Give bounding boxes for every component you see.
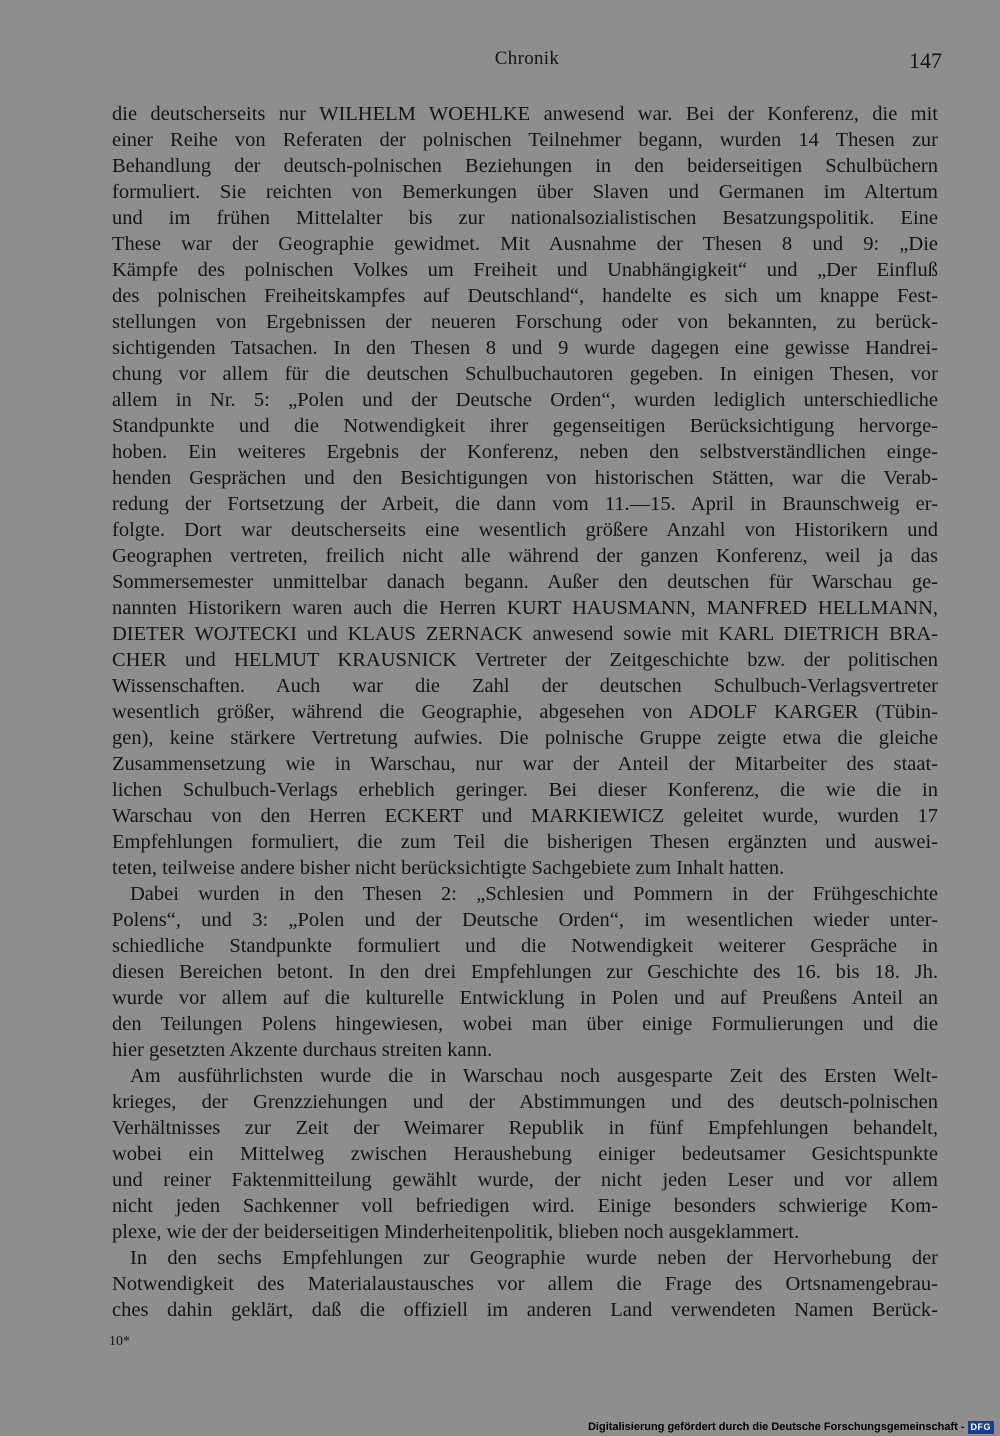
text-line: Dabei wurden in den Thesen 2: „Schlesien und Pommern in der Frühgeschichte bbox=[130, 883, 938, 905]
text-line: Verhältnisses zur Zeit der Weimarer Republik in fünf Empfehlungen behandelt, bbox=[112, 1117, 938, 1139]
text-line: die deutscherseits nur WILHELM WOEHLKE anwesend war. Bei der Konferenz, die mit bbox=[112, 103, 938, 125]
text-line: Wissenschaften. Auch war die Zahl der deutschen Schulbuch-Verlagsvertreter bbox=[112, 675, 938, 697]
text-line: Notwendigkeit des Materialaustausches vor allem die Frage des Ortsnamengebrau- bbox=[112, 1273, 938, 1295]
text-line: diesen Bereichen betont. In den drei Empfehlungen zur Geschichte des 16. bis 18. Jh. bbox=[112, 961, 938, 983]
text-line: redung der Fortsetzung der Arbeit, die dann vom 11.—15. April in Braunschweig er- bbox=[112, 493, 938, 515]
text-line: schiedliche Standpunkte formuliert und die Notwendigkeit weiterer Gespräche in bbox=[112, 935, 938, 957]
text-line: hier gesetzten Akzente durchaus streiten kann. bbox=[112, 1039, 493, 1061]
text-line: In den sechs Empfehlungen zur Geographie wurde neben der Hervorhebung der bbox=[130, 1247, 938, 1269]
text-line: ches dahin geklärt, daß die offiziell im anderen Land verwendeten Namen Berück- bbox=[112, 1299, 938, 1321]
text-line: wobei ein Mittelweg zwischen Heraushebung einiger bedeutsamer Gesichtspunkte bbox=[112, 1143, 938, 1165]
text-line: wesentlich größer, während die Geographie, abgesehen von ADOLF KARGER (Tübin- bbox=[112, 701, 938, 723]
digitization-credit bbox=[588, 1420, 994, 1434]
text-line: CHER und HELMUT KRAUSNICK Vertreter der Zeitgeschichte bzw. der politischen bbox=[112, 649, 938, 671]
text-line: wurde vor allem auf die kulturelle Entwicklung in Polen und auf Preußens Anteil an bbox=[112, 987, 938, 1009]
text-line: und im frühen Mittelalter bis zur nationalsozialistischen Besatzungspolitik. Eine bbox=[112, 207, 938, 229]
text-line: Geographen vertreten, freilich nicht alle während der ganzen Konferenz, weil ja das bbox=[112, 545, 938, 567]
text-line: gen), keine stärkere Vertretung aufwies. Die polnische Gruppe zeigte etwa die gleiche bbox=[112, 727, 938, 749]
text-line: und reiner Faktenmitteilung gewählt wurde, der nicht jeden Leser und vor allem bbox=[112, 1169, 938, 1191]
text-line: einer Reihe von Referaten der polnischen Teilnehmer begann, wurden 14 Thesen zur bbox=[112, 129, 938, 151]
body-text bbox=[112, 101, 938, 1323]
text-line: formuliert. Sie reichten von Bemerkungen über Slaven und Germanen im Altertum bbox=[112, 181, 938, 203]
page-header bbox=[112, 46, 942, 76]
text-line: nicht jeden Sachkenner voll befriedigen wird. Einige besonders schwierige Kom- bbox=[112, 1195, 938, 1217]
running-head: Chronik bbox=[494, 48, 560, 69]
text-line: sichtigenden Tatsachen. In den Thesen 8 und 9 wurde dagegen eine gewisse Handrei- bbox=[112, 337, 938, 359]
text-line: DIETER WOJTECKI und KLAUS ZERNACK anwesend sowie mit KARL DIETRICH BRA- bbox=[112, 623, 938, 645]
text-line: Sommersemester unmittelbar danach begann. Außer den deutschen für Warschau ge- bbox=[112, 571, 938, 593]
text-line: teten, teilweise andere bisher nicht berücksichtigte Sachgebiete zum Inhalt hatten. bbox=[112, 857, 785, 879]
text-line: lichen Schulbuch-Verlags erheblich geringer. Bei dieser Konferenz, die wie die in bbox=[112, 779, 938, 801]
text-line: Kämpfe des polnischen Volkes um Freiheit und Unabhängigkeit“ und „Der Einfluß bbox=[112, 259, 938, 281]
text-line: chung vor allem für die deutschen Schulbuchautoren gegeben. In einigen Thesen, vor bbox=[112, 363, 938, 385]
text-line: nannten Historikern waren auch die Herren KURT HAUSMANN, MANFRED HELLMANN, bbox=[112, 597, 938, 619]
text-line: des polnischen Freiheitskampfes auf Deutschland“, handelte es sich um knappe Fest- bbox=[112, 285, 938, 307]
text-line: Standpunkte und die Notwendigkeit ihrer gegenseitigen Berücksichtigung hervorge- bbox=[112, 415, 938, 437]
text-line: krieges, der Grenzziehungen und der Abstimmungen und des deutsch-polnischen bbox=[112, 1091, 938, 1113]
text-line: folgte. Dort war deutscherseits eine wesentlich größere Anzahl von Historikern und bbox=[112, 519, 938, 541]
text-line: stellungen von Ergebnissen der neueren Forschung oder von bekannten, zu berück- bbox=[112, 311, 938, 333]
text-line: henden Gesprächen und den Besichtigungen von historischen Stätten, war die Verab- bbox=[112, 467, 938, 489]
text-line: Zusammensetzung wie in Warschau, nur war der Anteil der Mitarbeiter des staat- bbox=[112, 753, 938, 775]
text-line: Behandlung der deutsch-polnischen Beziehungen in den beiderseitigen Schulbüchern bbox=[112, 155, 938, 177]
text-line: Polens“, und 3: „Polen und der Deutsche Orden“, im wesentlichen wieder unter- bbox=[112, 909, 938, 931]
text-line: hoben. Ein weiteres Ergebnis der Konferenz, neben den selbstverständlichen einge- bbox=[112, 441, 938, 463]
credit-text: Digitalisierung gefördert durch die Deutsche Forschungsgemeinschaft - bbox=[587, 1421, 965, 1433]
text-line: Empfehlungen formuliert, die zum Teil die bisherigen Thesen ergänzten und auswei- bbox=[112, 831, 938, 853]
text-line: den Teilungen Polens hingewiesen, wobei man über einige Formulierungen und die bbox=[112, 1013, 938, 1035]
page-number: 147 bbox=[909, 48, 942, 73]
text-line: Warschau von den Herren ECKERT und MARKIEWICZ geleitet wurde, wurden 17 bbox=[112, 805, 938, 827]
text-line: allem in Nr. 5: „Polen und der Deutsche Orden“, wurden lediglich unterschiedliche bbox=[112, 389, 938, 411]
signature-mark: 10* bbox=[109, 1334, 130, 1349]
text-line: Am ausführlichsten wurde die in Warschau noch ausgesparte Zeit des Ersten Welt- bbox=[130, 1065, 938, 1087]
text-line: plexe, wie der der beiderseitigen Minderheitenpolitik, blieben noch ausgeklammert. bbox=[112, 1221, 800, 1243]
text-line: These war der Geographie gewidmet. Mit Ausnahme der Thesen 8 und 9: „Die bbox=[112, 233, 938, 255]
dfg-logo: DFG bbox=[968, 1421, 995, 1434]
